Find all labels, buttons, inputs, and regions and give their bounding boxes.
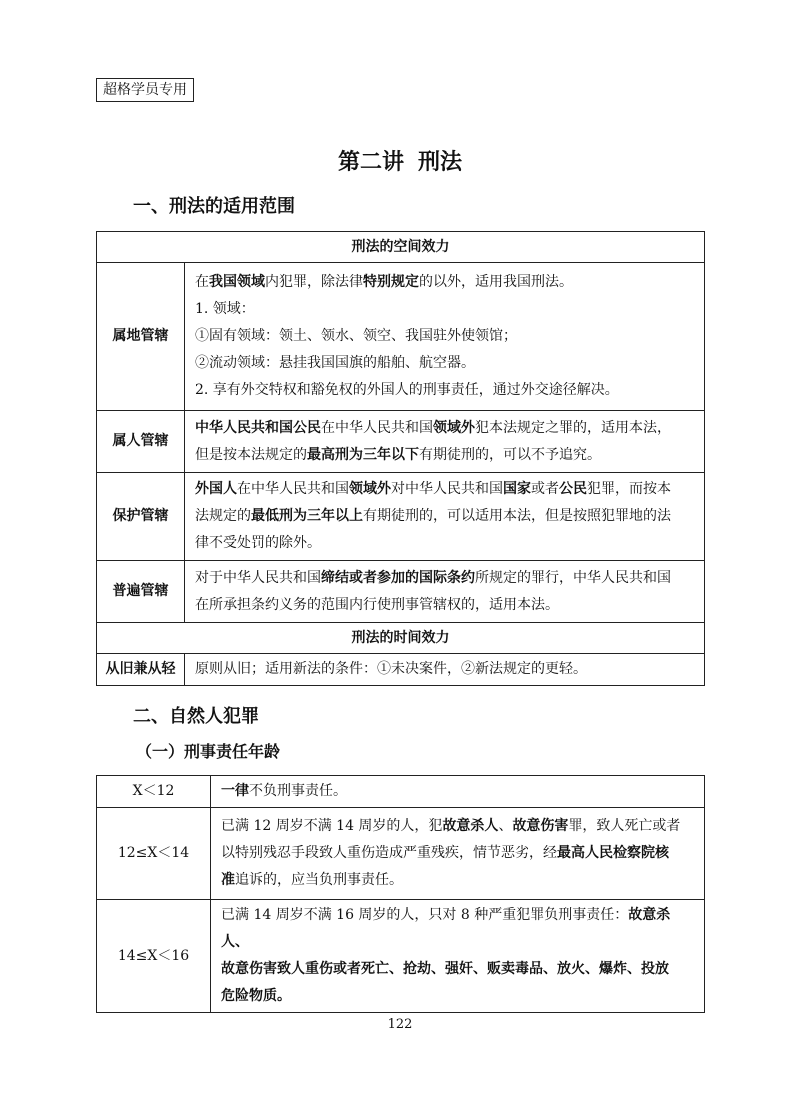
time-effect-header: 刑法的时间效力 <box>97 623 705 654</box>
age-14-to-16: 14≤X＜16 <box>97 900 211 1013</box>
retro-label: 从旧兼从轻 <box>97 654 185 686</box>
universal-body: 对于中华人民共和国缔结或者参加的国际条约所规定的罪行，中华人民共和国 在所承担条约义务的范围内行使刑事管辖权的，适用本法。 <box>185 561 705 623</box>
section-heading-natural-person: 二、自然人犯罪 <box>133 706 259 727</box>
personal-label: 属人管辖 <box>97 411 185 473</box>
table-row <box>97 654 705 686</box>
page-number: 122 <box>387 1017 413 1032</box>
age-under-12: X＜12 <box>97 776 211 808</box>
age-under-12-rule: 一律不负刑事责任。 <box>211 776 705 808</box>
table-row <box>97 900 705 1013</box>
space-effect-header: 刑法的空间效力 <box>97 232 705 263</box>
retro-body: 原则从旧；适用新法的条件：①未决案件，②新法规定的更轻。 <box>185 654 705 686</box>
table-row <box>97 411 705 473</box>
age-12-to-14: 12≤X＜14 <box>97 808 211 900</box>
territorial-label: 属地管辖 <box>97 263 185 411</box>
universal-label: 普遍管辖 <box>97 561 185 623</box>
age-14-to-16-rule: 已满 14 周岁不满 16 周岁的人，只对 8 种严重犯罪负刑事责任：故意杀人、 故意伤害致人重伤或者死亡、抢劫、强奸、贩卖毒品、放火、爆炸、投放 危险物质。 <box>211 900 705 1013</box>
title-lecture: 第二讲 <box>337 149 404 175</box>
age-table <box>96 775 705 1013</box>
table-row <box>97 232 705 263</box>
table-row <box>97 623 705 654</box>
subsection-heading-age: （一）刑事责任年龄 <box>136 742 281 761</box>
personal-body: 中华人民共和国公民在中华人民共和国领域外犯本法规定之罪的，适用本法， 但是按本法规定的最高刑为三年以下有期徒刑的，可以不予追究。 <box>185 411 705 473</box>
scope-table <box>96 231 705 686</box>
student-stamp: 超格学员专用 <box>96 78 194 102</box>
table-row <box>97 473 705 561</box>
table-row <box>97 808 705 900</box>
protective-body: 外国人在中华人民共和国领域外对中华人民共和国国家或者公民犯罪，而按本 法规定的最低刑为三年以上有期徒刑的，可以适用本法，但是按照犯罪地的法 律不受处罚的除外。 <box>185 473 705 561</box>
table-row <box>97 776 705 808</box>
table-row <box>97 263 705 411</box>
title-subject: 刑法 <box>418 149 463 175</box>
page-title <box>0 147 800 177</box>
age-12-to-14-rule: 已满 12 周岁不满 14 周岁的人，犯故意杀人、故意伤害罪，致人死亡或者 以特别残忍手段致人重伤造成严重残疾，情节恶劣，经最高人民检察院核 准追诉的，应当负刑事责任。 <box>211 808 705 900</box>
territorial-body: 在我国领域内犯罪，除法律特别规定的以外，适用我国刑法。 1. 领域： ①固有领域：领土、领水、领空、我国驻外使领馆； ②流动领域：悬挂我国国旗的船舶、航空器。 2. 享有外交特权和豁免权的外国人的刑事责任，通过外交途径解决。 <box>185 263 705 411</box>
protective-label: 保护管辖 <box>97 473 185 561</box>
section-heading-scope: 一、刑法的适用范围 <box>133 196 295 217</box>
table-row <box>97 561 705 623</box>
